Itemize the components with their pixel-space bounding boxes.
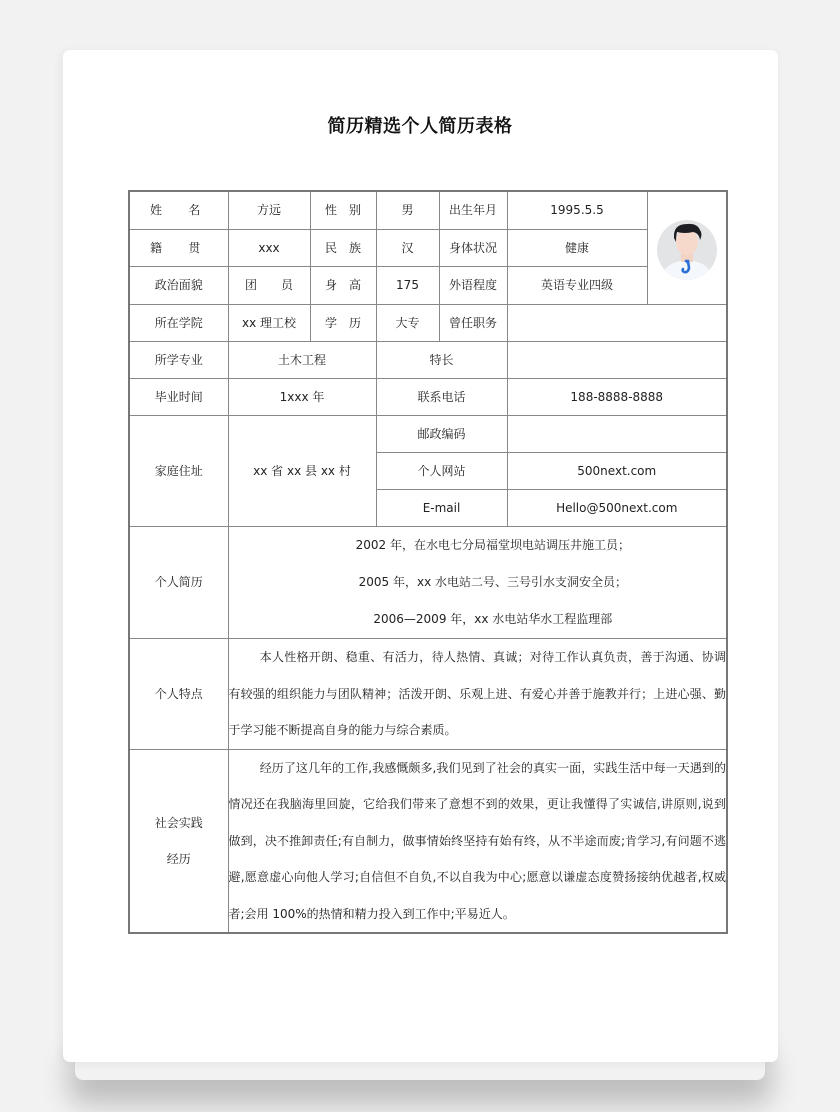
name-value: 方远	[228, 191, 310, 230]
email-label: E-mail	[376, 490, 507, 527]
language-label: 外语程度	[439, 267, 507, 305]
name-label: 姓 名	[129, 191, 228, 230]
resume-content	[228, 527, 727, 639]
resume-label: 个人简历	[129, 527, 228, 639]
table-row	[129, 749, 727, 933]
postcode-label: 邮政编码	[376, 416, 507, 453]
table-row	[129, 191, 727, 230]
table-row	[129, 230, 727, 267]
email-value: Hello@500next.com	[507, 490, 727, 527]
traits-label: 个人特点	[129, 639, 228, 750]
table-row	[129, 639, 727, 750]
graduation-label: 毕业时间	[129, 379, 228, 416]
avatar-male-icon	[655, 216, 719, 280]
gender-value: 男	[376, 191, 439, 230]
website-label: 个人网站	[376, 453, 507, 490]
ethnic-label: 民 族	[310, 230, 376, 267]
specialty-label: 特长	[376, 342, 507, 379]
native-value: xxx	[228, 230, 310, 267]
phone-value: 188-8888-8888	[507, 379, 727, 416]
resume-table	[128, 190, 728, 934]
traits-content	[228, 639, 727, 750]
education-value: 大专	[376, 305, 439, 342]
table-row	[129, 527, 727, 639]
height-label: 身 高	[310, 267, 376, 305]
health-value: 健康	[507, 230, 647, 267]
table-row	[129, 267, 727, 305]
practice-content	[228, 749, 727, 933]
resume-line: 2002 年，在水电七分局福堂坝电站调压井施工员；	[355, 538, 631, 552]
education-label: 学 历	[310, 305, 376, 342]
resume-line: 2005 年，xx 水电站二号、三号引水支洞安全员；	[358, 575, 628, 589]
school-label: 所在学院	[129, 305, 228, 342]
traits-text: 本人性格开朗、稳重、有活力，待人热情、真诚；对待工作认真负责，善于沟通、协调有较强的组织能力与团队精神；活泼开朗、乐观上进、有爱心并善于施教并行；上进心强、勤于学习能不断提高自身的能力与综合素质。	[228, 650, 726, 737]
political-value: 团 员	[228, 267, 310, 305]
website-value: 500next.com	[507, 453, 727, 490]
practice-text: 经历了这几年的工作,我感慨颇多,我们见到了社会的真实一面，实践生活中每一天遇到的情况还在我脑海里回旋，它给我们带来了意想不到的效果，更让我懂得了实诚信,讲原则,说到做到，决不推卸责任;有自制力，做事情始终坚持有始有终，从不半途而废;肯学习,有问题不逃避,愿意虚心向他人学习;自信但不自负,不以自我为中心;愿意以谦虚态度赞扬接纳优越者,权威者;会用 100%的热情和精力投入到工作中;平易近人。	[228, 760, 726, 921]
birth-value: 1995.5.5	[507, 191, 647, 230]
language-value: 英语专业四级	[507, 267, 647, 305]
photo-cell	[647, 191, 727, 305]
table-row	[129, 342, 727, 379]
height-value: 175	[376, 267, 439, 305]
political-label: 政治面貌	[129, 267, 228, 305]
table-row	[129, 379, 727, 416]
graduation-value: 1xxx 年	[228, 379, 376, 416]
address-label: 家庭住址	[129, 416, 228, 527]
resume-line: 2006—2009 年，xx 水电站华水工程监理部	[373, 612, 613, 626]
gender-label: 性 别	[310, 191, 376, 230]
school-value: xx 理工校	[228, 305, 310, 342]
specialty-value	[507, 342, 727, 379]
birth-label: 出生年月	[439, 191, 507, 230]
major-label: 所学专业	[129, 342, 228, 379]
position-value	[507, 305, 727, 342]
practice-label-line1: 社会实践	[154, 815, 203, 830]
postcode-value	[507, 416, 727, 453]
native-label: 籍 贯	[129, 230, 228, 267]
health-label: 身体状况	[439, 230, 507, 267]
address-value: xx 省 xx 县 xx 村	[228, 416, 376, 527]
table-row	[129, 305, 727, 342]
phone-label: 联系电话	[376, 379, 507, 416]
position-label: 曾任职务	[439, 305, 507, 342]
practice-label-line2: 经历	[166, 851, 191, 866]
table-row	[129, 416, 727, 453]
practice-label	[129, 749, 228, 933]
page-title: 简历精选个人简历表格	[327, 116, 513, 137]
ethnic-value: 汉	[376, 230, 439, 267]
major-value: 土木工程	[228, 342, 376, 379]
